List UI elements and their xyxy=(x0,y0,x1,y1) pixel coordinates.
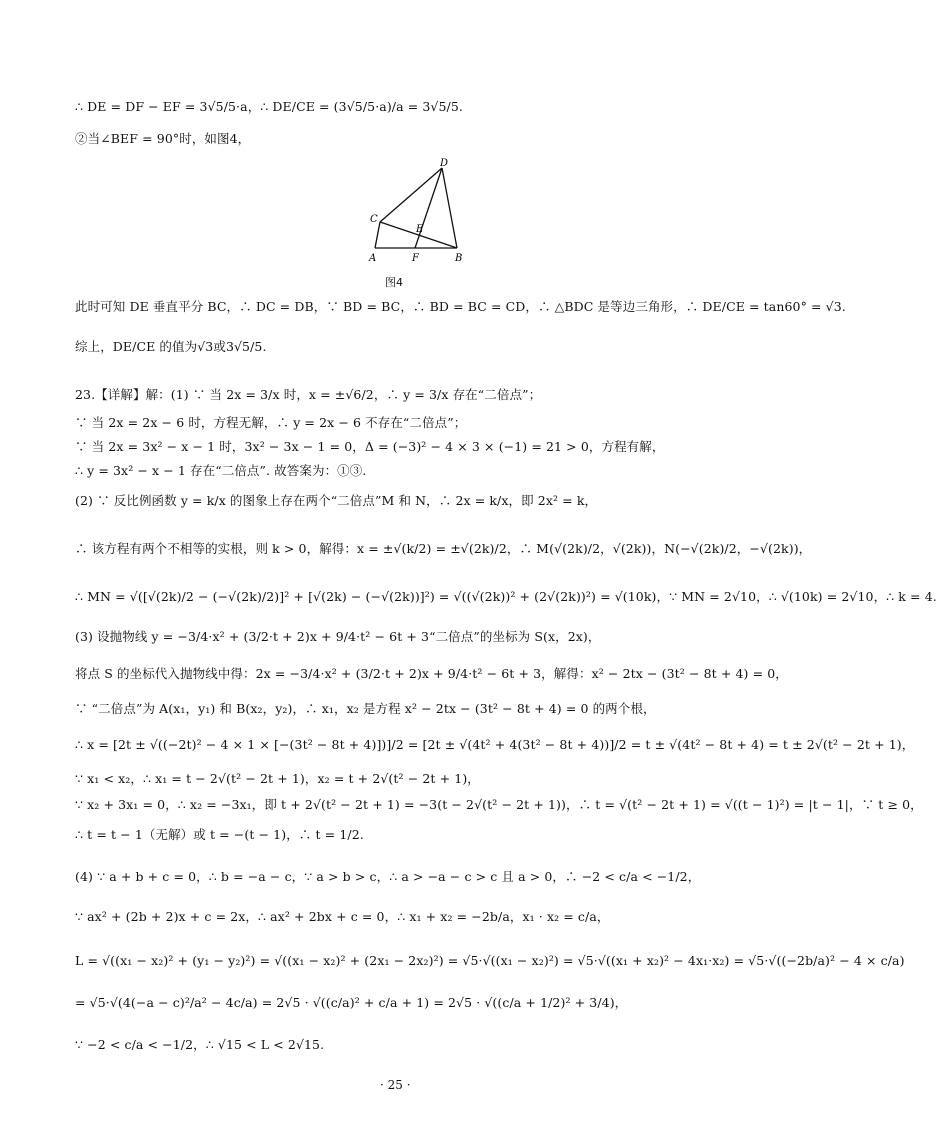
problem-23-part4-line-1: (4) ∵ a + b + c = 0，∴ b = −a − c，∵ a > b > c，∴ a > −a − c > c 且 a > 0，∴ −2 < c/a < −1/2， xyxy=(75,869,701,884)
solution-line-1: ∴ DE = DF − EF = 3√5/5·a，∴ DE/CE = (3√5/5·a)/a = 3√5/5. xyxy=(75,99,463,114)
problem-23-line-1: 23.【详解】解：(1) ∵ 当 2x = 3/x 时，x = ±√6/2，∴ y = 3/x 存在“二倍点”； xyxy=(75,387,542,402)
page-number: · 25 · xyxy=(380,1078,411,1092)
solution-line-2: ②当∠BEF = 90°时，如图4， xyxy=(75,131,251,146)
problem-23-part3-line-4: ∴ x = [2t ± √((−2t)² − 4 × 1 × [−(3t² − 8t + 4)])]/2 = [2t ± √(4t² + 4(3t² − 8t + 4))]/2 = t ± √(4t² − 8t + 4) = t ± 2√(t² − 2t + 1)， xyxy=(75,737,915,752)
problem-23-part2-line-3: ∴ MN = √([√(2k)/2 − (−√(2k)/2)]² + [√(2k) − (−√(2k))]²) = √((√(2k))² + (2√(2k))²) = √(10k)，∵ MN = 2√10，∴ √(10k) = 2√10，∴ k = 4. xyxy=(75,589,937,604)
problem-23-part4-line-2: ∵ ax² + (2b + 2)x + c = 2x，∴ ax² + 2bx + c = 0，∴ x₁ + x₂ = −2b/a，x₁ · x₂ = c/a， xyxy=(75,909,610,924)
label-c: C xyxy=(370,214,378,225)
problem-23-part2-line-1: (2) ∵ 反比例函数 y = k/x 的图象上存在两个“二倍点”M 和 N，∴ 2x = k/x，即 2x² = k， xyxy=(75,493,598,508)
problem-23-part4-line-5: ∵ −2 < c/a < −1/2，∴ √15 < L < 2√15. xyxy=(75,1037,325,1052)
problem-23-part3-line-2: 将点 S 的坐标代入抛物线中得：2x = −3/4·x² + (3/2·t + 2)x + 9/4·t² − 6t + 3，解得：x² − 2tx − (3t² − 8t + 4) = 0， xyxy=(75,666,788,681)
solution-line-4: 综上，DE/CE 的值为√3或3√5/5. xyxy=(75,339,267,354)
problem-23-line-3: ∵ 当 2x = 3x² − x − 1 时，3x² − 3x − 1 = 0，Δ = (−3)² − 4 × 3 × (−1) = 21 > 0，方程有解， xyxy=(75,439,665,454)
problem-23-part4-line-4: = √5·√(4(−a − c)²/a² − 4c/a) = 2√5 · √((c/a)² + c/a + 1) = 2√5 · √((c/a + 1/2)² + 3/4)， xyxy=(75,995,628,1010)
label-e: E xyxy=(416,224,424,235)
problem-23-part3-line-1: (3) 设抛物线 y = −3/4·x² + (3/2·t + 2)x + 9/4·t² − 6t + 3“二倍点”的坐标为 S(x，2x)， xyxy=(75,629,601,644)
label-b: B xyxy=(455,253,463,264)
solution-line-3: 此时可知 DE 垂直平分 BC，∴ DC = DB，∵ BD = BC，∴ BD = BC = CD，∴ △BDC 是等边三角形，∴ DE/CE = tan60° = √3. xyxy=(75,299,846,314)
problem-23-part3-line-7: ∴ t = t − 1（无解）或 t = −(t − 1)，∴ t = 1/2. xyxy=(75,827,364,842)
segment-ac xyxy=(375,222,380,248)
problem-23-part3-line-6: ∵ x₂ + 3x₁ = 0，∴ x₂ = −3x₁，即 t + 2√(t² − 2t + 1) = −3(t − 2√(t² − 2t + 1))，∴ t = √(t² − 2t + 1) = √((t − 1)²) = |t − 1|，∵ t ≥ 0， xyxy=(75,797,923,812)
problem-23-part2-line-2: ∴ 该方程有两个不相等的实根，则 k > 0，解得：x = ±√(k/2) = ±√(2k)/2，∴ M(√(2k)/2，√(2k))，N(−√(2k)/2，−√(2k))， xyxy=(75,541,812,556)
label-a: A xyxy=(369,253,377,264)
label-f: F xyxy=(412,253,419,264)
figure-caption: 图4 xyxy=(385,276,403,289)
segment-db xyxy=(442,168,457,248)
problem-23-part4-line-3: L = √((x₁ − x₂)² + (y₁ − y₂)²) = √((x₁ − x₂)² + (2x₁ − 2x₂)²) = √5·√((x₁ − x₂)²) = √5·√((x₁ + x₂)² − 4x₁·x₂) = √5·√((−2b/a)² − 4 × c/a) xyxy=(75,953,905,968)
label-d: D xyxy=(440,158,449,169)
problem-23-part3-line-5: ∵ x₁ < x₂，∴ x₁ = t − 2√(t² − 2t + 1)，x₂ = t + 2√(t² − 2t + 1)， xyxy=(75,771,480,786)
problem-23-line-2: ∵ 当 2x = 2x − 6 时，方程无解，∴ y = 2x − 6 不存在“二倍点”； xyxy=(75,415,467,430)
problem-23-part3-line-3: ∵ “二倍点”为 A(x₁，y₁) 和 B(x₂，y₂)，∴ x₁，x₂ 是方程 x² − 2tx − (3t² − 8t + 4) = 0 的两个根， xyxy=(75,701,656,716)
geometry-figure-4 xyxy=(360,160,470,270)
problem-23-line-4: ∴ y = 3x² − x − 1 存在“二倍点”. 故答案为：①③. xyxy=(75,463,367,478)
